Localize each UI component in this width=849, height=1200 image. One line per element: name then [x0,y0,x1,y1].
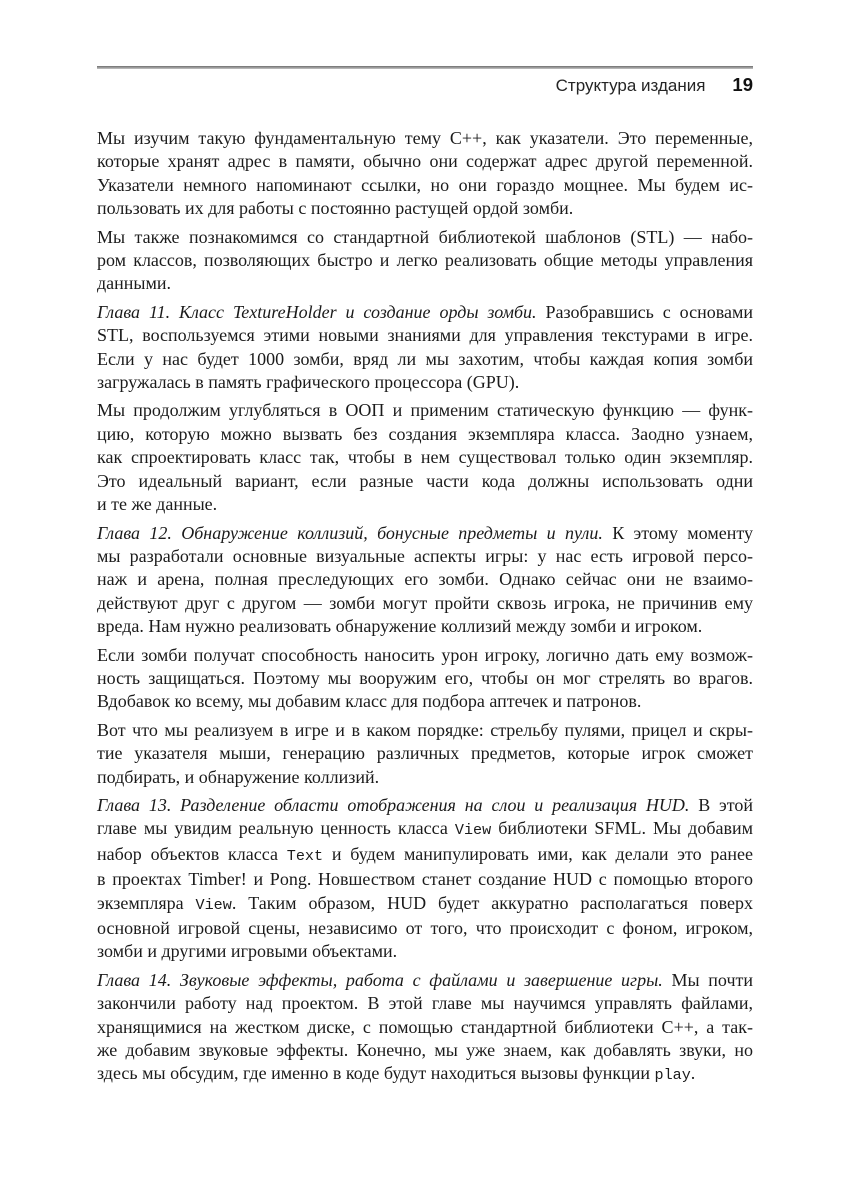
text-line [97,522,753,545]
text-line [97,127,753,150]
text-line [97,423,753,446]
text-line [97,615,753,638]
text-run: . Таким образом, HUD будет аккуратно располагаться поверх [231,892,753,913]
code-term: Text [286,846,324,865]
text-run: тие указателя мыши, генерацию различных предметов, которые игрок сможет [97,743,753,764]
text-line [97,545,753,568]
paragraph [97,719,753,789]
chapter-lead-in: Глава 12. Обнаружение коллизий, бонусные предметы и пули. [97,522,603,543]
text-line [97,719,753,742]
text-line [97,644,753,667]
text-line [97,174,753,197]
paragraph [97,399,753,516]
text-run: Если зомби получат способность наносить урон игроку, логично дать ему возмож- [97,644,753,665]
text-line [97,568,753,591]
text-run: STL, воспользуемся этими новыми знаниями для управления текстурами в игре. [97,325,753,346]
text-line [97,324,753,347]
text-run: в проектах Timber! и Pong. Новшеством станет создание HUD с помощью второго [97,869,753,890]
text-run: Вот что мы реализуем в игре и в каком порядке: стрельбу пулями, прицел и скры- [97,719,753,740]
running-title: Структура издания [555,76,706,95]
text-line [97,742,753,765]
text-line [97,766,753,789]
text-line [97,226,753,249]
paragraph [97,301,753,395]
chapter-lead-in: Глава 11. Класс TextureHolder и создание орды зомби. [97,301,537,322]
text-line [97,868,753,891]
text-line [97,1039,753,1062]
text-run: В этой [689,794,753,815]
text-run: мы разработали основные визуальные аспекты игры: у нас есть игровой персо- [97,545,753,566]
code-term: View [454,821,492,840]
chapter-lead-in: Глава 13. Разделение области отображения на слои и реализация HUD. [97,794,690,815]
text-line [97,892,753,917]
text-line [97,493,753,516]
text-line [97,667,753,690]
text-run: библиотеки SFML. Мы добавим [491,818,754,839]
text-line [97,301,753,324]
paragraph [97,969,753,1088]
text-run: Мы почти [662,969,753,990]
text-line [97,272,753,295]
text-run: и те же данные. [97,494,218,515]
text-run: загружалась в память графического процессора (GPU). [97,372,520,393]
text-line [97,249,753,272]
text-run: Указатели немного напоминают ссылки, но они гораздо мощнее. Мы будем ис- [97,174,753,195]
paragraph [97,794,753,964]
text-line [97,470,753,493]
text-line [97,690,753,713]
text-run: Мы продолжим углубляться в ООП и применим статическую функцию — функ- [97,400,753,421]
text-run: . [690,1063,696,1084]
paragraph [97,522,753,639]
text-line [97,794,753,817]
text-line [97,1062,753,1087]
text-run: как спроектировать класс так, чтобы в нем существовал только один экземпляр. [97,447,753,468]
text-line [97,817,753,842]
text-run: и будем манипулировать ими, как делали это ранее [323,843,754,864]
text-line [97,399,753,422]
text-line [97,1016,753,1039]
text-run: Это идеальный вариант, если разные части кода должны использовать одни [97,470,753,491]
text-run: набор объектов класса [97,843,287,864]
code-term: View [195,895,232,914]
text-run: ность защищаться. Поэтому мы вооружим его, чтобы он мог стрелять во врагов. [97,667,753,688]
text-run: закончили работу над проектом. В этой главе мы научимся управлять файлами, [97,993,753,1014]
text-run: ром классов, позволяющих быстро и легко реализовать общие методы управления [97,250,753,271]
text-run: цию, которую можно вызвать без создания экземпляра класса. Заодно узнаем, [97,423,753,444]
text-line [97,197,753,220]
text-run: основной игровой сцены, независимо от того, что происходит с фоном, игроком, [97,918,753,938]
paragraph [97,127,753,221]
text-run: действуют друг с другом — зомби могут пройти сквозь игрока, не причинив ему [97,592,753,613]
code-term: play [654,1066,691,1085]
text-run: Вдобавок ко всему, мы добавим класс для подбора аптечек и патронов. [97,691,642,712]
text-run: главе мы увидим реальную ценность класса [97,818,455,839]
text-line [97,843,753,868]
text-run: подбирать, и обнаружение коллизий. [97,766,380,787]
text-run: которые хранят адрес в памяти, обычно они содержат адрес другой переменной. [97,151,753,172]
text-run: Мы изучим такую фундаментальную тему C++, как указатели. Это переменные, [97,128,753,148]
text-run: данными. [97,273,172,294]
text-run: Разобравшись с основами [536,301,753,322]
text-line [97,446,753,469]
text-line [97,992,753,1015]
text-run: зомби и другими игровыми объектами. [97,941,398,962]
text-run: экземпляра [97,892,196,913]
text-run: пользовать их для работы с постоянно растущей ордой зомби. [97,198,574,219]
text-run: же добавим звуковые эффекты. Конечно, мы уже знаем, как добавлять звуки, но [97,1040,753,1061]
text-run: К этому моменту [602,522,753,543]
page-number: 19 [732,74,753,95]
paragraph [97,226,753,296]
text-run: Мы также познакомимся со стандартной библиотекой шаблонов (STL) — набо- [97,226,753,247]
text-line [97,917,753,940]
text-run: наж и арена, полная преследующих его зомби. Однако сейчас они не взаимо- [97,569,753,590]
text-line [97,150,753,173]
paragraph [97,644,753,714]
text-line [97,348,753,371]
text-line [97,940,753,963]
text-run: Если у нас будет 1000 зомби, вряд ли мы захотим, чтобы каждая копия зомби [97,348,753,369]
text-line [97,371,753,394]
header-rule [97,66,753,69]
text-run: хранящимися на жестком диске, с помощью стандартной библиотеки C++, а так- [97,1016,753,1037]
page-header [97,74,753,96]
text-line [97,969,753,992]
chapter-lead-in: Глава 14. Звуковые эффекты, работа с файлами и завершение игры. [97,969,663,990]
page-body [97,127,753,1093]
text-run: здесь мы обсудим, где именно в коде будут находиться вызовы функции [97,1063,655,1084]
text-line [97,592,753,615]
text-run: вреда. Нам нужно реализовать обнаружение коллизий между зомби и игроком. [97,616,703,637]
